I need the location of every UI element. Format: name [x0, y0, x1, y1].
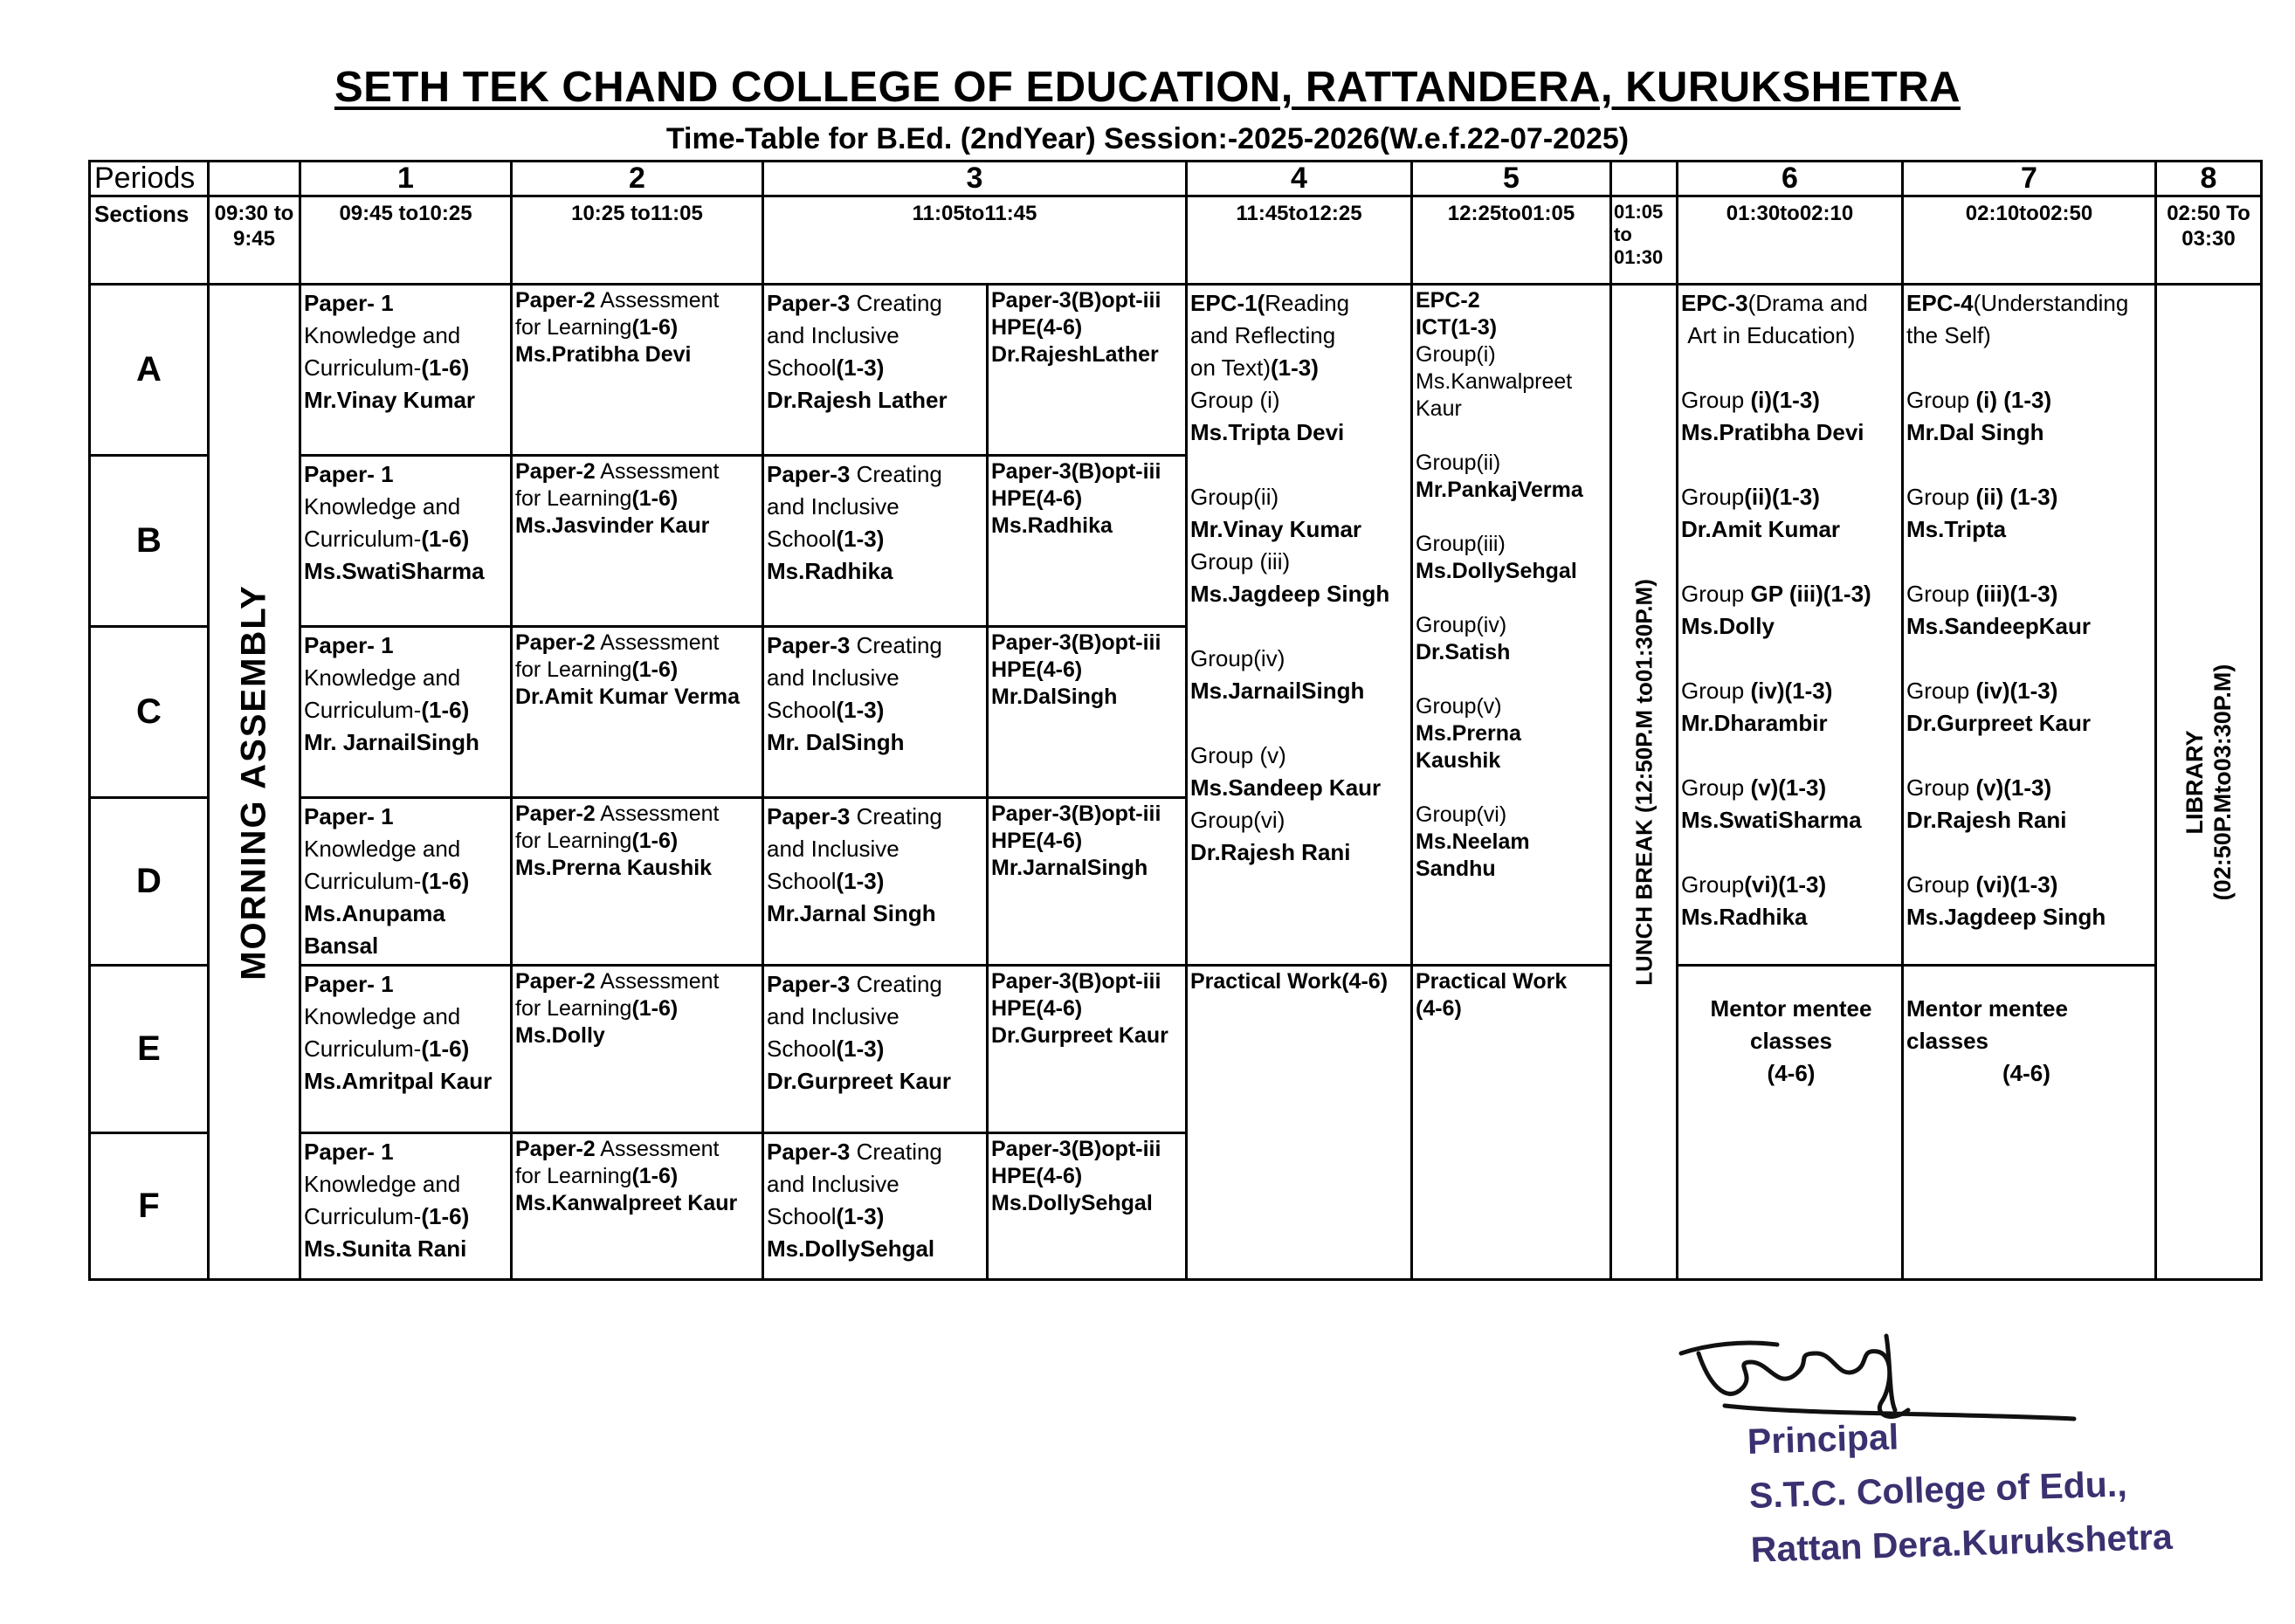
teacher-name: Ms.Radhika — [767, 558, 893, 584]
paper-title: Paper-3 — [767, 971, 851, 997]
classes-range: (1-6) — [631, 1164, 679, 1188]
section-label: D — [90, 798, 209, 966]
paper3-cell — [763, 966, 988, 1133]
paper-desc: School — [767, 868, 837, 894]
period-7-time: 02:10to02:50 — [1903, 196, 2156, 285]
teacher-name: Mr. DalSingh — [767, 729, 905, 755]
group-label: Group — [1906, 871, 1976, 898]
teacher-name: Ms.Tripta — [1906, 516, 2007, 542]
epc-desc: Reading — [1265, 290, 1350, 316]
teacher-name: Ms.Jasvinder Kaur — [515, 513, 710, 538]
period-number: 3 — [763, 162, 1187, 196]
classes-range: (1-3) — [836, 354, 885, 381]
teacher-name: Ms.SandeepKaur — [1906, 613, 2091, 639]
teacher-name: Ms.Dolly — [1681, 613, 1775, 639]
paper-desc: Creating — [850, 632, 942, 658]
teacher-name: Ms.JarnailSingh — [1190, 678, 1365, 704]
paper3-cell — [763, 285, 988, 456]
group-num: GP (iii)(1-3) — [1750, 581, 1871, 607]
teacher-name: Dr.Amit Kumar Verma — [515, 685, 741, 709]
teacher-name: Dr.Gurpreet Kaur — [1906, 710, 2091, 736]
paper-title: Paper- 1 — [304, 632, 394, 658]
paper3b-cell — [988, 966, 1187, 1133]
teacher-name: Dr.Gurpreet Kaur — [767, 1068, 951, 1094]
paper1-cell — [300, 285, 512, 456]
group-label: Group — [1906, 774, 1976, 801]
paper-title: Paper- 1 — [304, 290, 394, 316]
paper-desc: HPE(4-6) — [991, 1164, 1083, 1188]
paper-desc: Creating — [850, 461, 942, 487]
paper-desc: Creating — [850, 1139, 942, 1165]
classes-range: (1-3) — [836, 526, 885, 552]
epc-title: EPC-4 — [1906, 290, 1974, 316]
paper1-cell — [300, 627, 512, 798]
period-5-time: 12:25to01:05 — [1412, 196, 1611, 285]
epc3-mentor-cell — [1678, 966, 1903, 1280]
paper-desc: HPE(4-6) — [991, 657, 1083, 682]
epc-desc: (Understanding — [1973, 290, 2129, 316]
mentor-label: classes — [1750, 1028, 1832, 1054]
paper-desc: School — [767, 354, 837, 381]
paper-desc: HPE(4-6) — [991, 486, 1083, 511]
epc4-mentor-cell — [1903, 966, 2156, 1280]
epc3-cell — [1678, 285, 1903, 966]
paper-desc: HPE(4-6) — [991, 996, 1083, 1021]
teacher-name: Dr.Satish — [1416, 640, 1511, 664]
document-subtitle: Time-Table for B.Ed. (2ndYear) Session:-2025-2026(W.e.f.22-07-2025) — [665, 122, 1630, 155]
teacher-name: Dr.Rajesh Rani — [1906, 807, 2067, 833]
teacher-name: Dr.Rajesh Rani — [1190, 839, 1351, 865]
group-num: (vi)(1-3) — [1744, 871, 1827, 898]
period-number: 2 — [512, 162, 763, 196]
section-label: B — [90, 456, 209, 627]
paper-desc: and Inclusive — [767, 1171, 899, 1197]
classes-range: (1-6) — [421, 526, 470, 552]
classes-range: (1-6) — [421, 868, 470, 894]
group-label: Group — [1681, 581, 1751, 607]
mentor-label: Mentor mentee — [1710, 995, 1872, 1022]
paper2-cell — [512, 627, 763, 798]
teacher-name: Ms.Anupama Bansal — [304, 900, 445, 959]
teacher-name: Ms.Amritpal Kaur — [304, 1068, 493, 1094]
group-label: Group — [1681, 871, 1745, 898]
teacher-name: Ms.Tripta Devi — [1190, 419, 1345, 445]
paper3b-cell — [988, 627, 1187, 798]
paper-desc: Assessment — [595, 969, 720, 994]
paper-desc: Knowledge and — [304, 493, 461, 520]
epc-desc: on Text) — [1190, 354, 1272, 381]
mentor-label: Mentor mentee — [1906, 995, 2068, 1022]
classes-range: (1-6) — [631, 315, 679, 340]
classes-range: (1-6) — [631, 996, 679, 1021]
paper-title: Paper- 1 — [304, 1139, 394, 1165]
morning-assembly-cell — [209, 285, 300, 1280]
teacher-name: Mr.DalSingh — [991, 685, 1118, 709]
stamp-line: Principal — [1747, 1416, 1899, 1462]
stamp-line: S.T.C. College of Edu., — [1748, 1463, 2128, 1516]
paper-desc: for Learning — [515, 486, 632, 511]
period-number: 4 — [1187, 162, 1412, 196]
paper-title: Paper-2 — [515, 1137, 596, 1161]
library-title: LIBRARY — [2181, 730, 2208, 834]
paper-desc: Curriculum- — [304, 868, 422, 894]
library-time: (02:50P.Mto03:30P.M) — [2209, 664, 2236, 900]
table-row — [90, 285, 2262, 456]
paper-desc: School — [767, 697, 837, 723]
paper3b-cell — [988, 1133, 1187, 1280]
group-label: Group(ii) — [1416, 451, 1501, 475]
paper-title: Paper-3 — [767, 290, 851, 316]
lunch-break-cell — [1611, 285, 1678, 1280]
group-label: Group — [1681, 387, 1751, 413]
teacher-name: Ms.Radhika — [1681, 904, 1808, 930]
classes-range: (1-6) — [631, 657, 679, 682]
group-label: Group — [1681, 678, 1751, 704]
paper-desc: HPE(4-6) — [991, 829, 1083, 853]
library-cell — [2156, 285, 2262, 1280]
group-num: (v)(1-3) — [1975, 774, 2052, 801]
teacher-name: Ms.SwatiSharma — [1681, 807, 1862, 833]
epc1-practical-cell — [1187, 966, 1412, 1280]
group-num: (vi)(1-3) — [1975, 871, 2058, 898]
sections-label: Sections — [90, 196, 209, 285]
paper2-cell — [512, 798, 763, 966]
mentor-label: (4-6) — [1767, 1060, 1816, 1086]
mentor-label: (4-6) — [2002, 1060, 2050, 1086]
stamp-line: Rattan Dera.Kurukshetra — [1750, 1516, 2174, 1570]
paper-title: Paper-2 — [515, 969, 596, 994]
paper2-cell — [512, 1133, 763, 1280]
section-label: E — [90, 966, 209, 1133]
practical-work: Practical Work — [1416, 969, 1568, 994]
section-label: F — [90, 1133, 209, 1280]
paper-title: Paper-2 — [515, 459, 596, 484]
paper-desc: Knowledge and — [304, 1171, 461, 1197]
paper-desc: Knowledge and — [304, 664, 461, 691]
paper-desc: for Learning — [515, 657, 632, 682]
paper-title: Paper-3(B)opt-iii — [991, 969, 1161, 994]
classes-range: (1-3) — [1271, 354, 1319, 381]
period-number: 8 — [2156, 162, 2262, 196]
paper-desc: School — [767, 1203, 837, 1229]
teacher-name: Mr.Vinay Kumar — [1190, 516, 1362, 542]
classes-range: (1-6) — [421, 697, 470, 723]
paper-desc: Creating — [850, 290, 942, 316]
group-label: Group — [1681, 484, 1745, 510]
paper-desc: and Inclusive — [767, 664, 899, 691]
classes-range: (1-3) — [836, 697, 885, 723]
classes-range: (1-6) — [421, 1036, 470, 1062]
teacher-name: Ms.Dolly — [515, 1023, 605, 1048]
paper-title: Paper-2 — [515, 802, 596, 826]
epc2-practical-cell — [1412, 966, 1611, 1280]
group-label: Group(vi) — [1190, 807, 1285, 833]
group-label: Group(ii) — [1190, 484, 1279, 510]
group-label: Group(vi) — [1416, 802, 1507, 827]
period-number-row — [90, 162, 2262, 196]
paper-desc: Creating — [850, 803, 942, 829]
teacher-name: Dr.Amit Kumar — [1681, 516, 1841, 542]
paper-desc: Assessment — [595, 802, 720, 826]
paper-desc: for Learning — [515, 1164, 632, 1188]
teacher-name: Mr.JarnalSingh — [991, 856, 1148, 880]
time-row — [90, 196, 2262, 285]
epc-title: EPC-2 — [1416, 288, 1480, 313]
paper-title: Paper-3 — [767, 803, 851, 829]
group-label: Group — [1681, 774, 1751, 801]
paper-title: Paper-3 — [767, 461, 851, 487]
paper-desc: Assessment — [595, 1137, 720, 1161]
paper3-cell — [763, 1133, 988, 1280]
timetable — [88, 160, 2263, 1281]
paper3b-cell — [988, 456, 1187, 627]
classes-range: (1-3) — [836, 868, 885, 894]
teacher-name: Ms.Sandeep Kaur — [1190, 774, 1382, 801]
epc-desc: and Reflecting — [1190, 322, 1336, 348]
group-label: Group(iii) — [1416, 532, 1506, 556]
paper2-cell — [512, 456, 763, 627]
paper-desc: School — [767, 526, 837, 552]
paper-desc: Assessment — [595, 288, 720, 313]
group-label: Group(iv) — [1416, 613, 1507, 637]
paper-desc: and Inclusive — [767, 322, 899, 348]
teacher-name: Ms.Prerna Kaushik — [1416, 721, 1521, 773]
teacher-name: Mr.Dharambir — [1681, 710, 1828, 736]
document-title: SETH TEK CHAND COLLEGE OF EDUCATION, RATTANDERA, KURUKSHETRA — [334, 64, 1961, 111]
paper-desc: Knowledge and — [304, 836, 461, 862]
teacher-name: Ms.DollySehgal — [767, 1235, 935, 1262]
group-label: Group(i) — [1416, 342, 1496, 367]
assembly-time: 09:30 to 9:45 — [209, 196, 300, 285]
mentor-label: classes — [1906, 1028, 1988, 1054]
paper-desc: School — [767, 1036, 837, 1062]
group-num: (iii)(1-3) — [1975, 581, 2058, 607]
epc-desc: the Self) — [1906, 322, 1991, 348]
teacher-name: Mr.Vinay Kumar — [304, 387, 476, 413]
teacher-name: Ms.Pratibha Devi — [1681, 419, 1864, 445]
paper-title: Paper-3 — [767, 632, 851, 658]
table-row — [90, 966, 2262, 1133]
epc-title: EPC-3 — [1681, 290, 1748, 316]
group-label: Group (i) — [1190, 387, 1280, 413]
period-number: 6 — [1678, 162, 1903, 196]
paper3b-cell — [988, 798, 1187, 966]
lunch-break-label: LUNCH BREAK (12:50P.M to01:30P.M) — [1630, 578, 1657, 986]
group-label: Group — [1906, 678, 1976, 704]
period-number: 1 — [300, 162, 512, 196]
paper-desc: Curriculum- — [304, 526, 422, 552]
periods-label: Periods — [90, 162, 209, 196]
teacher-name: Ms.SwatiSharma — [304, 558, 485, 584]
paper-desc: and Inclusive — [767, 836, 899, 862]
teacher-name: Ms.Kanwalpreet Kaur — [515, 1191, 738, 1215]
classes-range: (1-6) — [421, 354, 470, 381]
paper-desc: and Inclusive — [767, 1003, 899, 1029]
paper-desc: Curriculum- — [304, 697, 422, 723]
paper1-cell — [300, 966, 512, 1133]
teacher-name: Mr.PankajVerma — [1416, 478, 1583, 502]
library-label — [2181, 664, 2236, 900]
period-6-time: 01:30to02:10 — [1678, 196, 1903, 285]
teacher-name: Mr. JarnailSingh — [304, 729, 479, 755]
group-num: (iv)(1-3) — [1750, 678, 1833, 704]
paper1-cell — [300, 456, 512, 627]
lunch-time: 01:05 to 01:30 — [1611, 196, 1678, 285]
paper-desc: Curriculum- — [304, 1036, 422, 1062]
teacher-name: Ms.Neelam Sandhu — [1416, 829, 1530, 881]
period-4-time: 11:45to12:25 — [1187, 196, 1412, 285]
period-number: 7 — [1903, 162, 2156, 196]
group-num: (ii)(1-3) — [1744, 484, 1820, 510]
paper-title: Paper-3(B)opt-iii — [991, 802, 1161, 826]
period-number: 5 — [1412, 162, 1611, 196]
epc-desc: ICT(1-3) — [1416, 315, 1498, 340]
teacher-name: Ms.Pratibha Devi — [515, 342, 692, 367]
group-label: Group — [1906, 484, 1976, 510]
teacher-name: Ms.Jagdeep Singh — [1190, 581, 1390, 607]
epc4-cell — [1903, 285, 2156, 966]
paper-title: Paper-3(B)opt-iii — [991, 1137, 1161, 1161]
teacher-name: Ms.Sunita Rani — [304, 1235, 467, 1262]
epc-desc: Drama and — [1755, 290, 1868, 316]
teacher-name: Dr.RajeshLather — [991, 342, 1159, 367]
teacher-name: Mr.Jarnal Singh — [767, 900, 936, 926]
paper-desc: Assessment — [595, 459, 720, 484]
period-8-time: 02:50 To 03:30 — [2156, 196, 2262, 285]
practical-work: Practical Work(4-6) — [1190, 969, 1389, 994]
section-label: C — [90, 627, 209, 798]
epc-desc: Art in Education) — [1687, 322, 1856, 348]
paper-desc: for Learning — [515, 315, 632, 340]
principal-stamp — [1747, 1401, 2174, 1577]
group-num: (ii) (1-3) — [1975, 484, 2058, 510]
period-2-time: 10:25 to11:05 — [512, 196, 763, 285]
paper-title: Paper-3(B)opt-iii — [991, 630, 1161, 655]
paper-desc: Creating — [850, 971, 942, 997]
paper-title: Paper- 1 — [304, 971, 394, 997]
paper1-cell — [300, 798, 512, 966]
morning-assembly-label: MORNING ASSEMBLY — [234, 583, 273, 981]
paper2-cell — [512, 285, 763, 456]
practical-work: (4-6) — [1416, 996, 1462, 1021]
paper-desc: Curriculum- — [304, 1203, 422, 1229]
period-1-time: 09:45 to10:25 — [300, 196, 512, 285]
group-label: Group(v) — [1416, 694, 1502, 719]
group-num: (iv)(1-3) — [1975, 678, 2058, 704]
period-3-time: 11:05to11:45 — [763, 196, 1187, 285]
paper-title: Paper-3(B)opt-iii — [991, 459, 1161, 484]
epc-title: EPC-1( — [1190, 290, 1265, 316]
group-label: Group (v) — [1190, 742, 1286, 768]
paper3-cell — [763, 798, 988, 966]
paper-title: Paper-2 — [515, 288, 596, 313]
paper-desc: and Inclusive — [767, 493, 899, 520]
paper3-cell — [763, 456, 988, 627]
section-label: A — [90, 285, 209, 456]
teacher-name: Ms.DollySehgal — [991, 1191, 1153, 1215]
group-label: Group — [1906, 387, 1976, 413]
teacher-name: Ms.Jagdeep Singh — [1906, 904, 2106, 930]
teacher-name: Dr.Gurpreet Kaur — [991, 1023, 1168, 1048]
epc2-cell — [1412, 285, 1611, 966]
teacher-name: Ms.Prerna Kaushik — [515, 856, 713, 880]
paper3b-cell — [988, 285, 1187, 456]
paper-desc: Knowledge and — [304, 1003, 461, 1029]
teacher-name: Ms.Radhika — [991, 513, 1113, 538]
epc-desc: ( — [1747, 290, 1756, 316]
classes-range: (1-3) — [836, 1203, 885, 1229]
paper-title: Paper-3(B)opt-iii — [991, 288, 1161, 313]
teacher-name: Dr.Rajesh Lather — [767, 387, 948, 413]
paper-desc: HPE(4-6) — [991, 315, 1083, 340]
paper-desc: Knowledge and — [304, 322, 461, 348]
group-label: Group (iii) — [1190, 548, 1291, 575]
classes-range: (1-6) — [631, 486, 679, 511]
group-label: Group — [1906, 581, 1976, 607]
epc1-cell — [1187, 285, 1412, 966]
group-label: Group(iv) — [1190, 645, 1285, 671]
classes-range: (1-6) — [631, 829, 679, 853]
classes-range: (1-3) — [836, 1036, 885, 1062]
teacher-name: Ms.Kanwalpreet Kaur — [1416, 369, 1573, 421]
group-num: (i)(1-3) — [1750, 387, 1820, 413]
paper-title: Paper-2 — [515, 630, 596, 655]
paper-desc: for Learning — [515, 996, 632, 1021]
paper-desc: Curriculum- — [304, 354, 422, 381]
paper-title: Paper- 1 — [304, 461, 394, 487]
group-num: (i) (1-3) — [1975, 387, 2052, 413]
paper2-cell — [512, 966, 763, 1133]
teacher-name: Mr.Dal Singh — [1906, 419, 2044, 445]
paper3-cell — [763, 627, 988, 798]
empty-header-cell — [209, 162, 300, 196]
paper-title: Paper-3 — [767, 1139, 851, 1165]
teacher-name: Ms.DollySehgal — [1416, 559, 1577, 583]
empty-header-cell — [1611, 162, 1678, 196]
paper1-cell — [300, 1133, 512, 1280]
classes-range: (1-6) — [421, 1203, 470, 1229]
paper-title: Paper- 1 — [304, 803, 394, 829]
paper-desc: Assessment — [595, 630, 720, 655]
group-num: (v)(1-3) — [1750, 774, 1827, 801]
paper-desc: for Learning — [515, 829, 632, 853]
